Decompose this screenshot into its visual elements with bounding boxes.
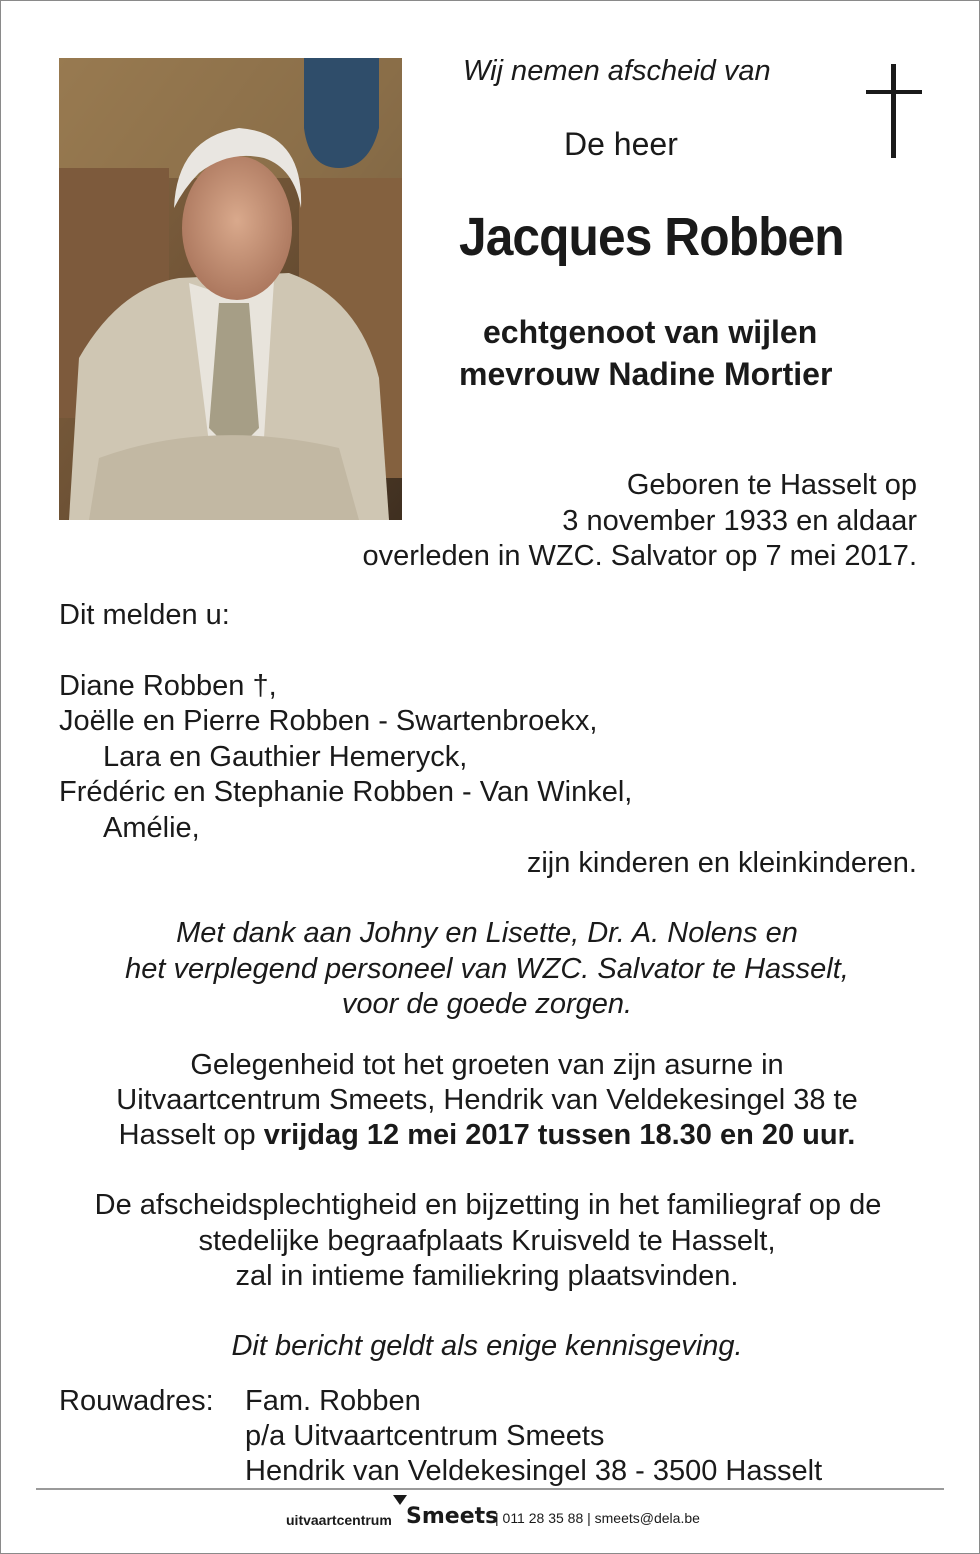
spouse-line-1: echtgenoot van wijlen [483, 314, 818, 350]
address-line-2: p/a Uitvaartcentrum Smeets [245, 1420, 605, 1452]
visitation-time: vrijdag 12 mei 2017 tussen 18.30 en 20 uur. [263, 1119, 856, 1151]
visitation-line-3 [0, 1117, 974, 1153]
thanks-line-1: Met dank aan Johny en Lisette, Dr. A. Nolens en [176, 917, 798, 949]
family-closing: zijn kinderen en kleinkinderen. [526, 847, 917, 879]
family-member: Frédéric en Stephanie Robben - Van Winkel, [59, 776, 633, 808]
ceremony-line-3: zal in intieme familiekring plaatsvinden. [235, 1260, 739, 1292]
footer-divider [36, 1488, 944, 1490]
spouse-line-2: mevrouw Nadine Mortier [459, 356, 833, 392]
death-line: overleden in WZC. Salvator op 7 mei 2017. [362, 540, 917, 572]
portrait-photo [59, 58, 402, 520]
announce-label: Dit melden u: [59, 599, 230, 631]
birth-line-1: Geboren te Hasselt op [626, 469, 917, 501]
intro-text: Wij nemen afscheid van [463, 55, 771, 87]
honorific: De heer [564, 126, 678, 162]
family-member: Amélie, [103, 812, 200, 844]
notice-text: Dit bericht geldt als enige kennisgeving. [231, 1330, 743, 1362]
address-line-3: Hendrik van Veldekesingel 38 - 3500 Hasselt [245, 1455, 823, 1487]
address-label: Rouwadres: [59, 1385, 214, 1417]
family-member: Joëlle en Pierre Robben - Swartenbroekx, [59, 705, 598, 737]
visitation-line-1: Gelegenheid tot het groeten van zijn asurne in [190, 1049, 784, 1081]
visitation-line-2: Uitvaartcentrum Smeets, Hendrik van Veldekesingel 38 te [116, 1084, 858, 1116]
family-member: Diane Robben †, [59, 670, 277, 702]
ceremony-line-1: De afscheidsplechtigheid en bijzetting in het familiegraf op de [94, 1189, 882, 1221]
address-line-1: Fam. Robben [245, 1385, 421, 1417]
footer-brand: Smeets [406, 1504, 499, 1529]
family-member: Lara en Gauthier Hemeryck, [103, 741, 468, 773]
footer [0, 1502, 980, 1532]
visitation-place: Hasselt op [118, 1119, 264, 1151]
birth-line-2: 3 november 1933 en aldaar [562, 505, 917, 537]
footer-prefix: uitvaartcentrum [286, 1512, 392, 1528]
thanks-line-2: het verplegend personeel van WZC. Salvator te Hasselt, [125, 953, 849, 985]
footer-contact[interactable]: | 011 28 35 88 | smeets@dela.be [495, 1510, 700, 1526]
latin-cross-icon [866, 64, 922, 158]
deceased-name: Jacques Robben [459, 207, 844, 267]
ceremony-line-2: stedelijke begraafplaats Kruisveld te Hasselt, [198, 1225, 776, 1257]
thanks-line-3: voor de goede zorgen. [341, 988, 633, 1020]
